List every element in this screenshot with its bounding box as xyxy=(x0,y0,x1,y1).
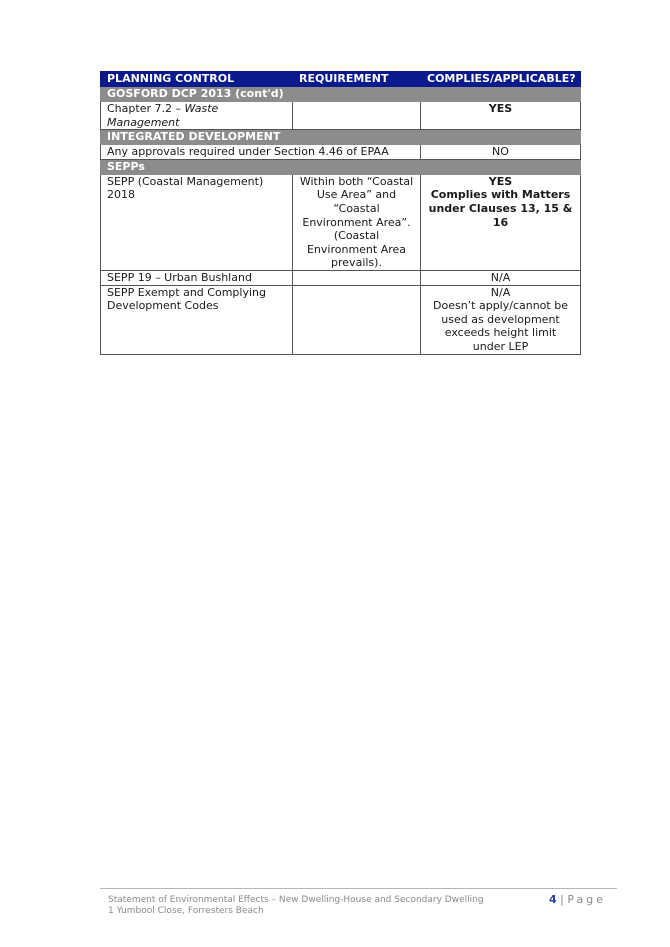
cell-control-exempt: SEPP Exempt and Complying Development Codes xyxy=(101,285,293,354)
cell-control-bushland: SEPP 19 – Urban Bushland xyxy=(101,270,293,285)
cell-complies-waste: YES xyxy=(421,102,581,130)
table-row-coastal xyxy=(101,174,581,270)
table-row-waste-management xyxy=(101,102,581,130)
section-label-sepps: SEPPs xyxy=(101,159,581,174)
cell-complies-approvals: NO xyxy=(421,145,581,160)
cell-control-approvals: Any approvals required under Section 4.46 of EPAA xyxy=(101,145,421,160)
section-label-gosford: GOSFORD DCP 2013 (cont'd) xyxy=(101,87,581,102)
cell-requirement-exempt xyxy=(293,285,421,354)
page-label: Page xyxy=(567,893,607,906)
section-row-gosford xyxy=(101,87,581,102)
waste-control-italic: Waste Management xyxy=(107,102,219,129)
cell-requirement-coastal: Within both “Coastal Use Area” and “Coastal Environment Area”. (Coastal Environment Area prevails). xyxy=(293,174,421,270)
footer-document-info xyxy=(108,895,484,917)
page-separator: | xyxy=(560,893,564,906)
exempt-complies-detail: Doesn’t apply/cannot be used as development exceeds height limit under LEP xyxy=(433,299,568,353)
table-row-bushland xyxy=(101,270,581,285)
header-complies: COMPLIES/APPLICABLE? xyxy=(421,72,581,87)
header-planning-control: PLANNING CONTROL xyxy=(101,72,293,87)
section-row-integrated xyxy=(101,130,581,145)
table-row-exempt xyxy=(101,285,581,354)
coastal-complies-detail: Complies with Matters under Clauses 13, 15 & 16 xyxy=(428,188,573,229)
cell-complies-coastal xyxy=(421,174,581,270)
coastal-complies-yes: YES xyxy=(488,174,513,188)
cell-complies-bushland: N/A xyxy=(421,270,581,285)
cell-requirement-waste xyxy=(293,102,421,130)
waste-control-prefix: Chapter 7.2 – xyxy=(107,102,185,115)
planning-controls-table xyxy=(100,71,581,355)
header-requirement: REQUIREMENT xyxy=(293,72,421,87)
section-row-sepps xyxy=(101,159,581,174)
cell-control-waste xyxy=(101,102,293,130)
page-number: 4 xyxy=(549,893,557,906)
table-header-row xyxy=(101,72,581,87)
footer-page-indicator xyxy=(549,893,606,906)
footer-address: 1 Yumbool Close, Forresters Beach xyxy=(108,906,264,916)
cell-control-coastal: SEPP (Coastal Management) 2018 xyxy=(101,174,293,270)
cell-complies-exempt xyxy=(421,285,581,354)
section-label-integrated: INTEGRATED DEVELOPMENT xyxy=(101,130,581,145)
exempt-complies-na: N/A xyxy=(490,285,511,299)
footer-divider xyxy=(100,888,617,889)
table-row-approvals xyxy=(101,145,581,160)
footer-document-title: Statement of Environmental Effects – New Dwelling-House and Secondary Dwelling xyxy=(108,895,484,905)
cell-requirement-bushland xyxy=(293,270,421,285)
